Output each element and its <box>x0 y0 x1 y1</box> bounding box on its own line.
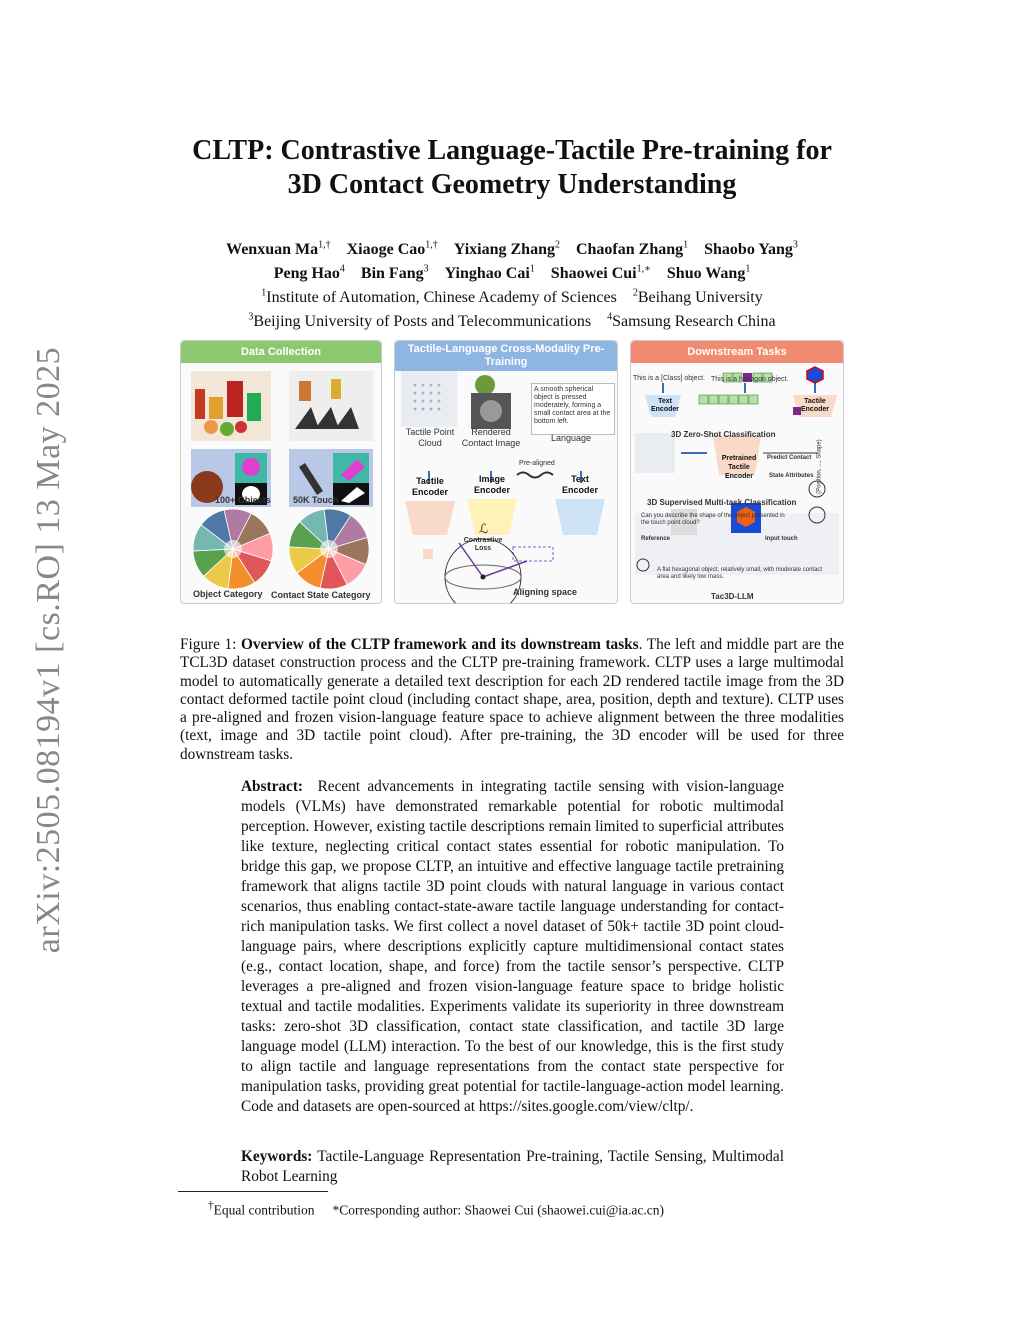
footnotes <box>208 1197 664 1220</box>
corresponding-author: *Corresponding author: Shaowei Cui (shaowei.cui@ia.ac.cn) <box>332 1202 664 1218</box>
author-affiliation-mark: 1,† <box>425 240 438 251</box>
title-line-1: CLTP: Contrastive Language-Tactile Pre-training for <box>192 135 832 166</box>
reference-label: Reference <box>641 536 671 542</box>
panel-header: Tactile-Language Cross-Modality Pre-Training <box>395 341 617 371</box>
attributes-range: (Position, ..., Shape) <box>816 439 823 494</box>
abstract-label: Abstract: <box>241 778 304 795</box>
image-encoder: Image Encoder <box>473 474 510 495</box>
keywords-text: Tactile-Language Representation Pre-training, Tactile Sensing, Multimodal Robot Learning <box>241 1148 784 1185</box>
aligning-space: Aligning space <box>513 587 578 597</box>
affiliation-number: 1 <box>261 287 267 299</box>
author-name: Peng Hao$^4$ <box>273 263 345 283</box>
author-affiliation-mark: 3 <box>792 240 798 251</box>
author-name: Wenxuan $Ma^{1,\dagger}$ <box>226 240 331 259</box>
author-name: Bin Fang$^3$ <box>360 263 429 283</box>
author-name: Yinghao Cai$^1$ <box>444 263 535 283</box>
multitask-task: 3D Supervised Multi-task Classification <box>647 498 797 507</box>
author-affiliation-mark: 3 <box>423 263 429 275</box>
contrastive-loss: Contrastive Loss <box>463 537 503 552</box>
paper-title <box>0 134 1024 202</box>
affiliation: $^1$Institute of Automation, Chinese Academy of Sciences <box>261 287 617 306</box>
author-affiliation-mark: 1 <box>745 263 751 275</box>
arxiv-id: arXiv:2505.08194v1 [cs.RO] 13 May 2025 <box>30 346 67 954</box>
state-attributes: State Attributes <box>769 473 814 479</box>
affiliation-number: 2 <box>632 287 638 299</box>
tactile-encoder: Tactile Encoder <box>411 476 448 497</box>
caption-body: . The left and middle part are the TCL3D dataset construction process and the CLTP pre-training framework. CLTP uses a large multimodal model to automatically generate a detailed text description for each 2D rendered tactile image from the 3D contact deformed tactile point cloud (including contact shape, area, position, depth and texture). CLTP uses a pre-aligned and frozen vision-language feature space to achieve alignment between the three modalities (text, image and 3D tactile point cloud). After pre-training, the 3D encoder will be used for three downstream tasks. <box>180 636 844 763</box>
author-name: Xiaoge Cao$^{1,\dagger}$ <box>346 240 438 259</box>
author-name: Shuo Wang$^1$ <box>666 263 751 283</box>
author-affiliation-mark: 1 <box>529 263 535 275</box>
prompt-hexagon: This is a hexagon object. <box>711 376 789 383</box>
footnote-symbol: † <box>208 1200 214 1212</box>
abstract <box>241 777 784 1117</box>
text-encoder: Text Encoder <box>561 474 598 495</box>
prompt-class: This is a [Class] object. <box>633 375 705 382</box>
author-affiliation-mark: 1 <box>683 240 689 251</box>
zero-shot-task: 3D Zero-Shot Classification <box>671 430 776 439</box>
pretrained-tactile-encoder: Pretrained Tactile Encoder <box>721 455 757 480</box>
figure-1 <box>178 340 846 604</box>
data-collection-illustration <box>181 363 381 603</box>
text-description: A smooth spherical object is pressed moderately, forming a small contact area at the bottom left. <box>531 383 615 435</box>
caption-label: Figure 1: <box>180 636 237 653</box>
llm-answer: A flat hexagonal object, relatively small, with moderate contact area and likely low mass. <box>657 567 823 580</box>
text-encoder-small: Text Encoder <box>650 398 679 413</box>
affiliation: $^3$Beijing University of Posts and Telecommunications <box>248 311 592 330</box>
touch-stat: 50K Touch <box>293 495 339 505</box>
affiliations-row-2 <box>0 307 1024 331</box>
author-affiliation-mark: 1,† <box>318 240 331 251</box>
affiliation: $^2$Beihang University <box>632 287 763 306</box>
modality-image: Rendered Contact Image <box>461 427 521 448</box>
wheel-center <box>224 540 242 558</box>
keywords-label: Keywords: <box>241 1148 313 1165</box>
loss-symbol: ℒ <box>479 521 489 536</box>
author-name: Chaofan Zhang$^1$ <box>575 240 689 259</box>
tactile-encoder-small: Tactile Encoder <box>800 398 829 413</box>
tac3d-llm-task: Tac3D-LLM <box>711 592 754 601</box>
author-affiliation-mark: 1,∗ <box>636 263 651 275</box>
author-name: Shaobo Yang$^3$ <box>704 240 798 259</box>
caption-title: Overview of the CLTP framework and its downstream tasks <box>240 636 639 653</box>
panel-header: Downstream Tasks <box>631 341 843 363</box>
panel-header: Data Collection <box>181 341 381 363</box>
keywords <box>241 1147 784 1187</box>
predict-contact: Predict Contact <box>767 455 812 461</box>
affiliation: $^4$Samsung Research China <box>607 311 776 330</box>
abstract-text: Recent advancements in integrating tactile sensing with vision-language models (VLMs) have demonstrated remarkable potential for robotic multimodal perception. However, existing tactile descriptions remain limited to superficial attributes like texture, neglecting critical contact states essential for robotic manipulation. To bridge this gap, we propose CLTP, an intuitive and effective language tactile pretraining framework that aligns tactile 3D point clouds with natural language in various contact scenarios, thus enabling contact-state-aware tactile language understanding for contact-rich manipulation tasks. We first collect a novel dataset of 50k+ tactile 3D point cloud-language pairs, where descriptions explicitly capture multidimensional contact states (e.g., contact location, shape, and force) from the tactile sensor’s perspective. CLTP leverages a pre-aligned and frozen vision-language feature space to bridge holistic textual and tactile modalities. Experiments validate its superiority in three downstream tasks: zero-shot 3D classification, contact state classification, and tactile 3D large language model (LLM) interaction. To the best of our knowledge, this is the first study to align tactile and language representations from the contact state perspective for manipulation tasks, providing great potential for tactile-language-action model learning. Code and datasets are open-sourced at https://sites.google.com/view/cltp/. <box>241 778 784 1115</box>
author-block <box>0 236 1024 331</box>
figure-caption <box>180 636 844 764</box>
modality-language: Language <box>551 433 592 443</box>
authors-row-1 <box>0 236 1024 260</box>
object-category-label: Object Category <box>193 589 263 599</box>
objects-stat: 100+ Objects <box>215 495 271 505</box>
pre-aligned-label: Pre-aligned <box>519 460 555 467</box>
affiliations-row-1 <box>0 284 1024 308</box>
panel-data-collection <box>180 340 382 604</box>
arxiv-sidebar <box>28 340 70 960</box>
wheel-center <box>320 540 338 558</box>
footnote-rule <box>178 1191 328 1192</box>
llm-question: Can you describe the shape of the object presented in the touch point cloud? <box>641 513 785 526</box>
authors-row-2 <box>0 260 1024 284</box>
contact-state-category-label: Contact State Category <box>271 590 371 600</box>
equal-contribution: Equal contribution <box>213 1202 315 1218</box>
modality-point-cloud: Tactile Point Cloud <box>405 427 455 448</box>
input-touch-label: Input touch <box>765 536 798 542</box>
author-affiliation-mark: 4 <box>339 263 345 275</box>
panel-downstream <box>630 340 844 604</box>
author-affiliation-mark: 2 <box>554 240 560 251</box>
affiliation-number: 4 <box>607 311 613 323</box>
panel-pretraining <box>394 340 618 604</box>
author-name: Shaowei Cui$^{1,∗}$ <box>550 263 651 283</box>
author-name: Yixiang Zhang$^2$ <box>453 240 560 259</box>
affiliation-number: 3 <box>248 311 254 323</box>
title-line-2: 3D Contact Geometry Understanding <box>287 169 737 200</box>
